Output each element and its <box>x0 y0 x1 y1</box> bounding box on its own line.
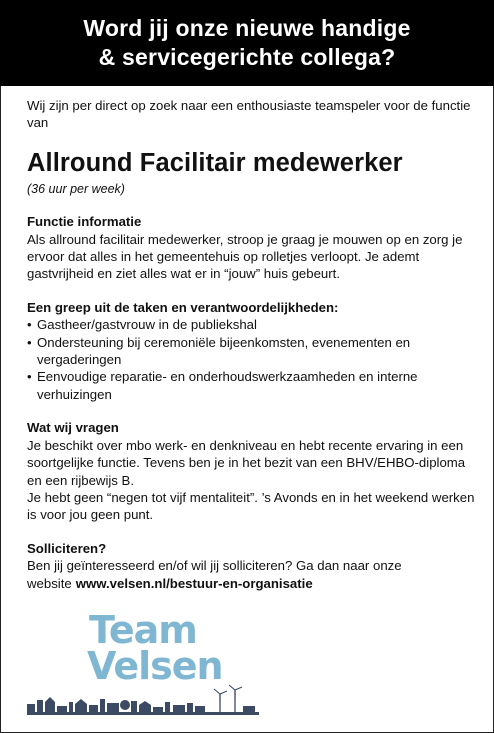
taken-heading: Een greep uit de taken en verantwoordelijkheden: <box>27 299 339 315</box>
intro-text: Wij zijn per direct op zoek naar een enthousiaste teamspeler voor de functie van <box>27 98 471 131</box>
logo-word-velsen: Velsen <box>87 644 223 688</box>
solliciteren-sentence: Ben jij geïnteresseerd en/of wil jij solliciteren? Ga dan naar onze website <box>27 558 402 591</box>
vragen-text-2: Je hebt geen “negen tot vijf mentaliteit”. ’s Avonds en in het weekend werken is voor jou geen punt. <box>27 489 475 523</box>
bullet-icon: • <box>27 317 32 333</box>
team-velsen-logo <box>27 610 277 722</box>
job-hours: (36 uur per week) <box>27 181 125 196</box>
functie-heading: Functie informatie <box>27 214 142 230</box>
logo-word-team: Team <box>89 608 197 652</box>
headline-banner <box>0 0 494 86</box>
task-text: Eenvoudige reparatie- en onderhoudswerkzaamheden en interne verhuizingen <box>37 369 418 402</box>
job-title: Allround Facilitair medewerker <box>27 148 403 177</box>
website-link[interactable]: www.velsen.nl/bestuur-en-organisatie <box>75 575 313 591</box>
bullet-icon: • <box>27 334 32 350</box>
task-text: Gastheer/gastvrouw in de publiekshal <box>37 317 257 333</box>
bullet-icon: • <box>27 369 32 385</box>
taken-list <box>27 316 477 403</box>
solliciteren-text <box>27 557 477 592</box>
skyline-icon <box>27 672 277 722</box>
vragen-heading: Wat wij vragen <box>27 420 119 436</box>
vragen-text-1: Je beschikt over mbo werk- en denkniveau en hebt recente ervaring in een soortgelijke functie. Tevens ben je in het bezit van een BHV/EHBO-diploma en een rijbewijs B. <box>27 437 466 488</box>
solliciteren-heading: Solliciteren? <box>27 540 107 556</box>
headline-line-2: & servicegerichte collega? <box>98 44 396 70</box>
task-text: Ondersteuning bij ceremoniële bijeenkomsten, evenementen en vergaderingen <box>37 334 411 368</box>
list-item <box>27 368 477 403</box>
functie-text: Als allround facilitair medewerker, stroop je graag je mouwen op en zorg je ervoor dat alles in het gemeentehuis op rolletjes verloopt. Je ademt gastvrijheid en ziet alles wat er in “jouw” huis gebeurt. <box>27 231 463 282</box>
headline-line-1: Word jij onze nieuwe handige <box>83 15 411 41</box>
vacancy-body <box>27 97 477 592</box>
list-item <box>27 334 477 369</box>
list-item <box>27 316 477 333</box>
